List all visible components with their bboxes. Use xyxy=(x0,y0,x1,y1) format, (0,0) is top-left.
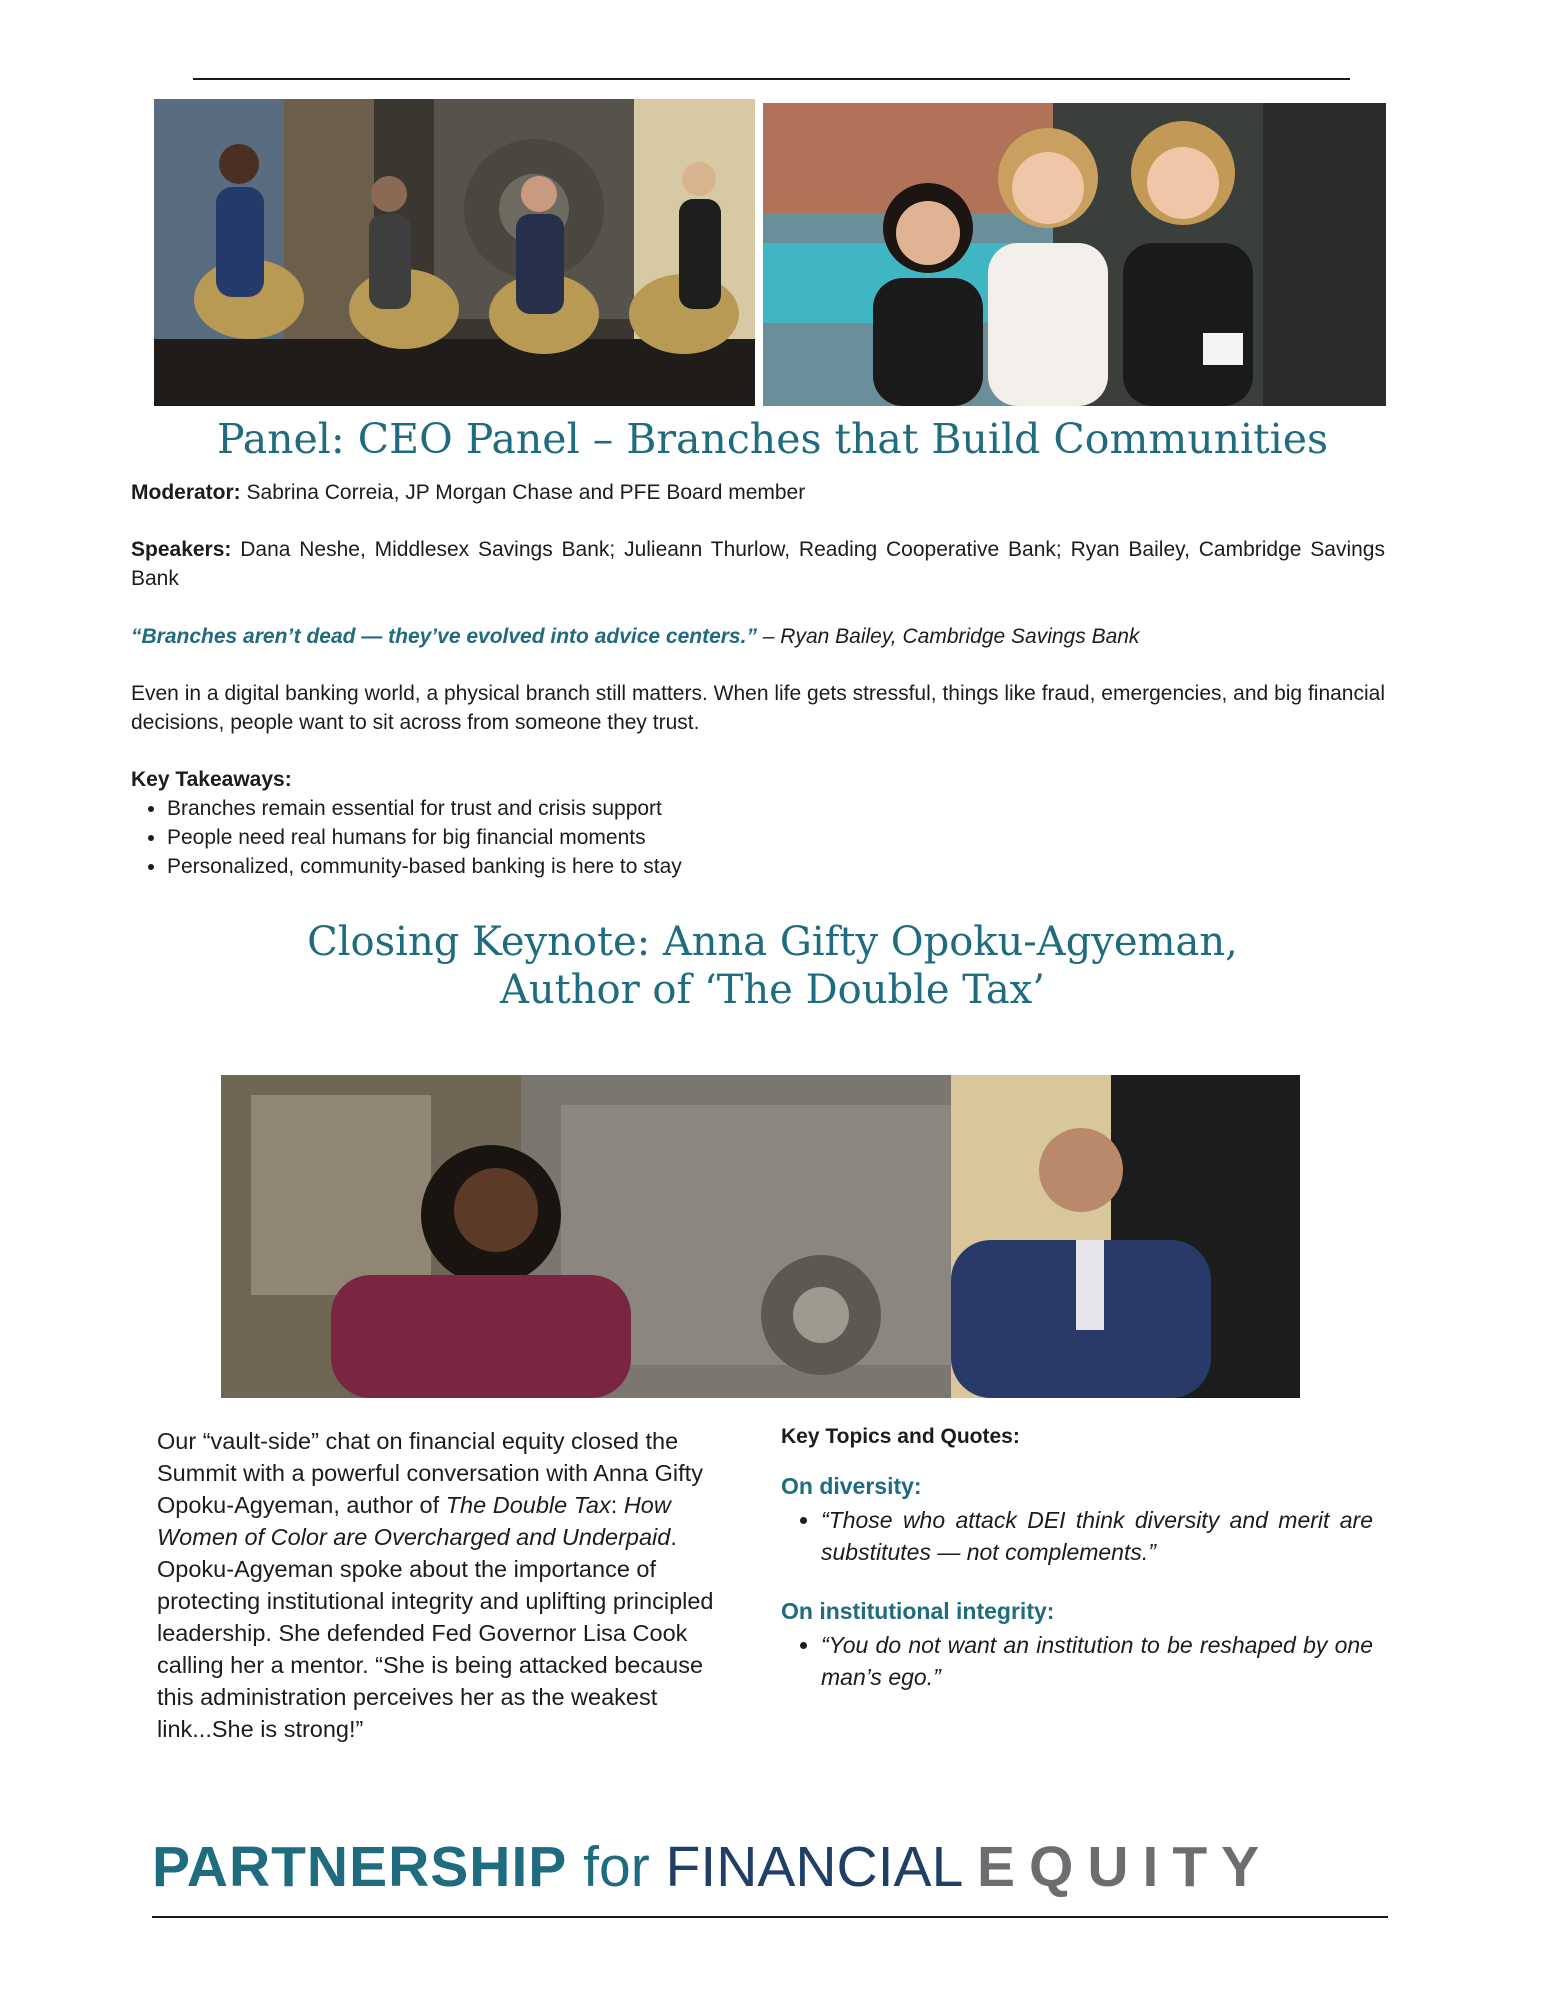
moderator-label: Moderator: xyxy=(131,481,241,504)
panel-photo xyxy=(154,99,755,406)
pfe-logo xyxy=(152,1832,1273,1902)
keynote-photo xyxy=(221,1075,1300,1398)
takeaway-item: • Branches remain essential for trust and crisis support xyxy=(167,794,1385,823)
panel-body xyxy=(131,679,1385,737)
top-rule xyxy=(193,78,1350,80)
keynote-title-line1: Closing Keynote: Anna Gifty Opoku-Agyeman, xyxy=(307,919,1238,965)
book-subtitle: How Women of Color are Overcharged and Underpaid xyxy=(157,1492,671,1550)
moderator-text: Sabrina Correia, JP Morgan Chase and PFE Board member xyxy=(246,481,806,504)
topic-1-heading: On diversity: xyxy=(781,1473,922,1499)
attendees-photo xyxy=(763,103,1386,406)
speakers-label: Speakers: xyxy=(131,538,232,561)
takeaway-item: • People need real humans for big financial moments xyxy=(167,823,1385,852)
book-title: The Double Tax xyxy=(445,1492,611,1518)
keynote-topics xyxy=(781,1422,1373,1693)
logo-financial: FINANCIAL xyxy=(665,1835,962,1899)
topics-label: Key Topics and Quotes: xyxy=(781,1425,1020,1448)
logo-equity: EQUITY xyxy=(977,1835,1274,1899)
speakers-text: Dana Neshe, Middlesex Savings Bank; Julieann Thurlow, Reading Cooperative Bank; Ryan Bailey, Cambridge Savings Bank xyxy=(131,538,1385,590)
logo-for: for xyxy=(583,1835,650,1899)
moderator-line xyxy=(131,478,1385,507)
keynote-body xyxy=(157,1425,743,1745)
topic-1-quote: • “Those who attack DEI think diversity and merit are substitutes — not complements.” xyxy=(821,1504,1373,1568)
topic-2-quote: • “You do not want an institution to be reshaped by one man’s ego.” xyxy=(821,1629,1373,1693)
keynote-title xyxy=(0,918,1545,1014)
panel-title: Panel: CEO Panel – Branches that Build Communities xyxy=(216,415,1329,463)
topic-2-heading: On institutional integrity: xyxy=(781,1598,1055,1624)
takeaway-item: • Personalized, community-based banking is here to stay xyxy=(167,852,1385,881)
bottom-rule xyxy=(152,1916,1388,1918)
keynote-title-line2: Author of ‘The Double Tax’ xyxy=(500,967,1045,1013)
panel-body-text: Even in a digital banking world, a physical branch still matters. When life gets stressful, things like fraud, emergencies, and big financial decisions, people want to sit across from someone they trust. xyxy=(131,682,1385,734)
takeaways-label: Key Takeaways: xyxy=(131,768,292,791)
keynote-body-part2: : xyxy=(610,1492,624,1518)
panel-quote-text: “Branches aren’t dead — they’ve evolved into advice centers.” xyxy=(131,625,757,648)
keynote-body-part3: . Opoku-Agyeman spoke about the importance of protecting institutional integrity and uplifting principled leadership. She defended Fed Governor Lisa Cook calling her a mentor. “She is being attacked because this administration perceives her as the weakest link...She is strong!” xyxy=(157,1524,714,1742)
panel-takeaways xyxy=(131,765,1385,881)
panel-quote-attribution: – Ryan Bailey, Cambridge Savings Bank xyxy=(762,625,1140,648)
keynote-body-part1: Our “vault-side” chat on financial equity closed the Summit with a powerful conversation with Anna Gifty Opoku-Agyeman, author of xyxy=(157,1428,703,1518)
panel-quote xyxy=(131,622,1385,651)
logo-partnership: PARTNERSHIP xyxy=(152,1835,568,1899)
speakers-line xyxy=(131,535,1385,593)
